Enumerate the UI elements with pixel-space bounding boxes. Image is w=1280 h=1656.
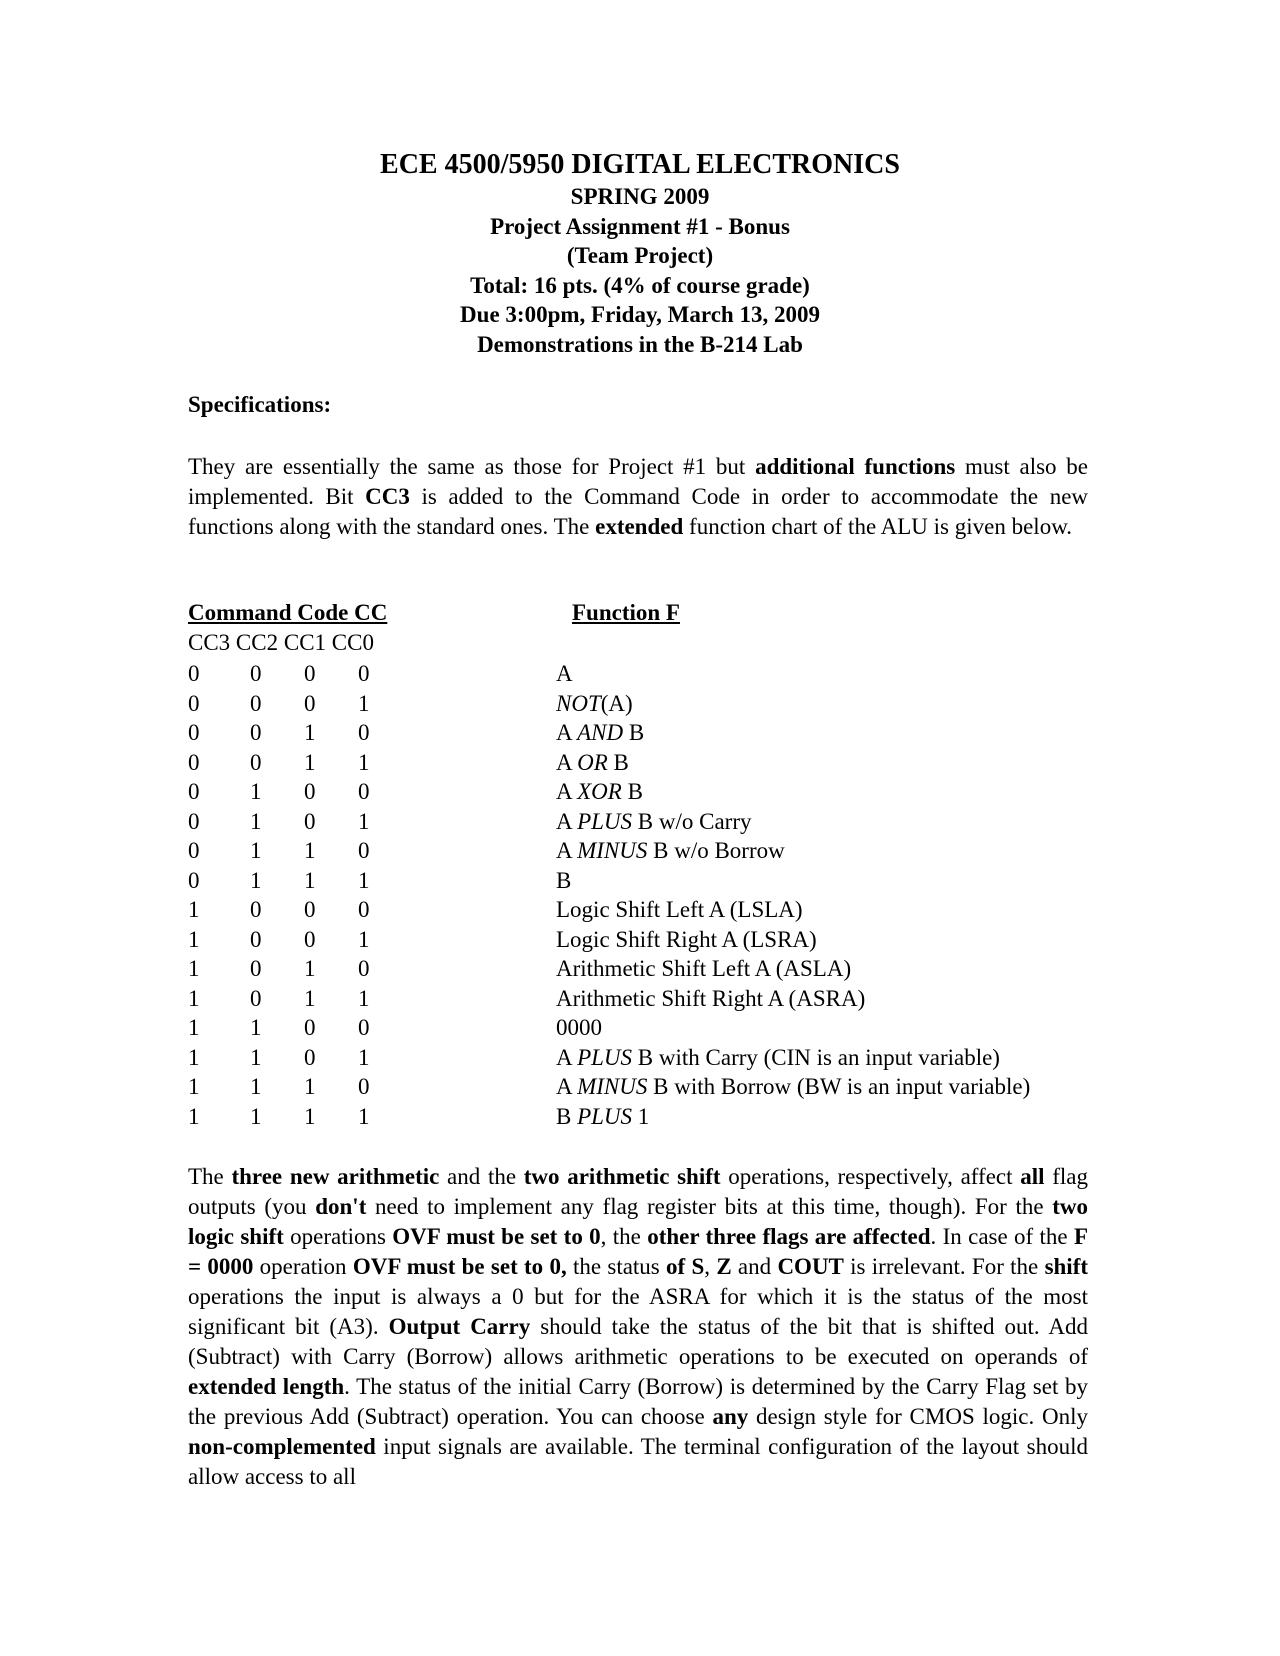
details-text-segment: . The status of the initial Carry (Borrow) is determined by the Carry Flag set by the previous Add (Subtract) operation. You can choose (188, 1374, 1088, 1429)
function-text: A (556, 1044, 578, 1070)
function-text: B (556, 867, 572, 893)
function-text: B w/o Borrow (647, 838, 785, 863)
function-text: A (556, 661, 573, 686)
cc1-bit: 0 (304, 779, 316, 804)
details-text-segment: design style for CMOS logic. Only (748, 1404, 1088, 1429)
function-text: PLUS (577, 1044, 633, 1070)
cc3-bit: 1 (188, 926, 200, 952)
function-text: 0000 (556, 1015, 602, 1040)
cc0-bit: 0 (358, 897, 370, 922)
intro-text-segment: additional functions (755, 454, 956, 479)
details-text-segment: shift (1044, 1254, 1089, 1279)
cc1-bit: 1 (304, 749, 316, 775)
cc1-bit: 0 (304, 1044, 316, 1070)
cc1-bit: 1 (304, 1074, 316, 1099)
details-text-segment: and the (439, 1164, 524, 1189)
function-text: A (556, 749, 578, 775)
function-text: 1 (632, 1103, 650, 1129)
details-text-segment: operations, respectively, affect (720, 1164, 1021, 1189)
cc0-bit: 0 (358, 661, 370, 686)
cc0-bit: 1 (358, 808, 370, 834)
cc0-bit: 0 (358, 1074, 370, 1099)
cc2-bit: 0 (250, 690, 262, 716)
function-cell (556, 777, 643, 807)
function-cell (556, 718, 644, 748)
cc3-bit: 1 (188, 897, 200, 922)
cc1-bit: 1 (304, 956, 316, 981)
function-cell (556, 866, 571, 896)
details-text-segment: , (704, 1254, 717, 1279)
cc1-bit: 0 (304, 897, 316, 922)
function-text: B with Carry (CIN is an input variable) (632, 1044, 1000, 1070)
function-text: B (623, 720, 645, 745)
details-text-segment: three new arithmetic (231, 1164, 440, 1189)
cc2-bit: 0 (250, 956, 262, 981)
cc0-bit: 0 (358, 956, 370, 981)
function-cell (556, 748, 629, 778)
intro-paragraph (188, 452, 1088, 542)
function-cell (556, 836, 785, 866)
function-text: B (621, 779, 643, 804)
function-cell (556, 807, 752, 837)
cc3-bit: 0 (188, 867, 200, 893)
function-text: Arithmetic Shift Left A (ASLA) (556, 956, 852, 981)
intro-text-segment: function chart of the ALU is given below. (683, 514, 1073, 539)
cc2-bit: 1 (250, 867, 262, 893)
cc2-bit: 1 (250, 1015, 262, 1040)
cc3-bit: 0 (188, 779, 200, 804)
function-text: A (556, 779, 578, 804)
cc3-bit: 0 (188, 690, 200, 716)
details-text-segment: F = 0000 (188, 1224, 1088, 1279)
function-text: Logic Shift Right A (LSRA) (556, 926, 817, 952)
function-text: NOT (556, 690, 601, 716)
cc3-bit: 0 (188, 808, 200, 834)
cc3-bit: 0 (188, 720, 200, 745)
cc2-bit: 0 (250, 749, 262, 775)
bit-labels: CC3 CC2 CC1 CC0 (188, 630, 374, 655)
cc0-bit: 0 (358, 720, 370, 745)
details-paragraph (188, 1162, 1088, 1492)
function-text: Arithmetic Shift Right A (ASRA) (556, 985, 866, 1011)
cc1-bit: 0 (304, 926, 316, 952)
cc2-bit: 1 (250, 1074, 262, 1099)
intro-text-segment: They are essentially the same as those for Project #1 but (188, 454, 756, 479)
details-text-segment: operations the input is always a 0 but for the ASRA for which it is the status of the most significant bit (A3). (188, 1284, 1088, 1339)
details-text-segment: two logic shift (188, 1194, 1089, 1249)
specifications-heading: Specifications: (188, 392, 332, 417)
intro-text-segment: is added to the Command Code in order to accommodate the new functions along with the standard ones. The (188, 484, 1089, 539)
cc3-bit: 0 (188, 661, 200, 686)
cc1-bit: 0 (304, 661, 316, 686)
function-text: A (556, 720, 578, 745)
details-text-segment: The (188, 1164, 232, 1189)
function-text: OR (577, 749, 608, 775)
intro-text-segment: must also be implemented. Bit (188, 454, 1088, 509)
details-text-segment: Z (716, 1254, 732, 1279)
function-cell (556, 1072, 1030, 1102)
cc1-bit: 1 (304, 1103, 316, 1129)
assignment-title: Project Assignment #1 - Bonus (490, 213, 790, 239)
details-text-segment: and (731, 1254, 778, 1279)
cc1-bit: 1 (304, 720, 316, 745)
cc3-bit: 0 (188, 838, 200, 863)
due-date: Due 3:00pm, Friday, March 13, 2009 (460, 302, 820, 327)
details-text-segment: flag outputs (you (188, 1164, 1088, 1219)
function-cell (556, 954, 851, 984)
cc2-bit: 0 (250, 897, 262, 922)
function-cell (556, 984, 865, 1014)
course-title: ECE 4500/5950 DIGITAL ELECTRONICS (380, 149, 900, 180)
function-cell (556, 1013, 602, 1043)
details-text-segment: other three flags are affected (647, 1224, 931, 1249)
cc0-bit: 1 (358, 749, 370, 775)
function-text: PLUS (577, 808, 633, 834)
cc0-bit: 1 (358, 985, 370, 1011)
function-cell (556, 689, 633, 719)
details-text-segment: don't (315, 1194, 367, 1219)
details-text-segment: non-complemented (188, 1434, 376, 1459)
function-text: A (556, 1074, 578, 1099)
cc3-bit: 1 (188, 1044, 200, 1070)
details-text-segment: OVF must be set to 0 (392, 1224, 601, 1249)
intro-text-segment: extended (595, 514, 684, 539)
cc3-bit: 1 (188, 1015, 200, 1040)
cc1-bit: 0 (304, 808, 316, 834)
details-text-segment: all (1020, 1164, 1045, 1189)
function-cell (556, 659, 573, 689)
cc3-bit: 1 (188, 1074, 200, 1099)
cc0-bit: 0 (358, 779, 370, 804)
cc3-bit: 1 (188, 956, 200, 981)
cc2-bit: 0 (250, 985, 262, 1011)
document-header (0, 148, 1280, 359)
details-text-segment: , the (600, 1224, 648, 1249)
cc2-bit: 0 (250, 661, 262, 686)
semester: SPRING 2009 (570, 184, 710, 209)
cc2-bit: 1 (250, 779, 262, 804)
details-text-segment: is irrelevant. For the (843, 1254, 1045, 1279)
function-text: (A) (600, 690, 633, 716)
cc1-bit: 0 (304, 1015, 316, 1040)
cc2-bit: 0 (250, 926, 262, 952)
details-text-segment: any (712, 1404, 749, 1429)
cc1-bit: 1 (304, 867, 316, 893)
cc3-bit: 1 (188, 985, 200, 1011)
total-points: Total: 16 pts. (4% of course grade) (470, 272, 810, 298)
cc0-bit: 1 (358, 690, 370, 716)
cc3-bit: 1 (188, 1103, 200, 1129)
function-text: B (556, 1103, 578, 1129)
details-text-segment: operation (253, 1254, 353, 1279)
cc2-bit: 1 (250, 808, 262, 834)
cc0-bit: 1 (358, 1103, 370, 1129)
cc2-bit: 0 (250, 720, 262, 745)
team-note: (Team Project) (566, 243, 714, 268)
details-text-segment: COUT (777, 1254, 844, 1279)
cc1-bit: 1 (304, 838, 316, 863)
function-cell (556, 895, 803, 925)
details-text-segment: should take the status of the bit that is shifted out. Add (Subtract) with Carry (Borrow) allows arithmetic operations to be executed on operands of (188, 1314, 1088, 1369)
cc3-bit: 0 (188, 749, 200, 775)
function-text: B w/o Carry (632, 808, 752, 834)
details-text-segment: need to implement any flag register bits at this time, though). For the (366, 1194, 1053, 1219)
function-text: MINUS (577, 838, 648, 863)
function-text: B with Borrow (BW is an input variable) (647, 1074, 1031, 1099)
cc1-bit: 1 (304, 985, 316, 1011)
function-text: PLUS (577, 1103, 633, 1129)
function-text: B (607, 749, 629, 775)
function-cell (556, 925, 817, 955)
function-cell (556, 1043, 1000, 1073)
cc0-bit: 0 (358, 838, 370, 863)
details-text-segment: . In case of the (930, 1224, 1074, 1249)
details-text-segment: input signals are available. The terminal configuration of the layout should allow access to all (188, 1434, 1088, 1489)
function-text: MINUS (577, 1074, 648, 1099)
cc2-bit: 1 (250, 1044, 262, 1070)
details-text-segment: extended length (188, 1374, 345, 1399)
intro-text-segment: CC3 (365, 484, 410, 509)
function-text: XOR (577, 779, 622, 804)
function-text: A (556, 808, 578, 834)
cc2-bit: 1 (250, 1103, 262, 1129)
function-text: A (556, 838, 578, 863)
cc0-bit: 1 (358, 867, 370, 893)
command-code-header: Command Code CC (188, 600, 388, 625)
details-text-segment: operations (283, 1224, 393, 1249)
details-text-segment: Output Carry (388, 1314, 531, 1339)
cc2-bit: 1 (250, 838, 262, 863)
function-text: Logic Shift Left A (LSLA) (556, 897, 803, 922)
details-text-segment: the status (566, 1254, 667, 1279)
details-text-segment: of S (666, 1254, 705, 1279)
function-header: Function F (572, 600, 680, 625)
function-cell (556, 1102, 649, 1132)
function-text: AND (577, 720, 624, 745)
details-text-segment: OVF must be set to 0, (352, 1254, 567, 1279)
cc0-bit: 0 (358, 1015, 370, 1040)
cc0-bit: 1 (358, 926, 370, 952)
cc0-bit: 1 (358, 1044, 370, 1070)
details-text-segment: two arithmetic shift (523, 1164, 721, 1189)
demo-location: Demonstrations in the B-214 Lab (477, 331, 803, 357)
cc1-bit: 0 (304, 690, 316, 716)
